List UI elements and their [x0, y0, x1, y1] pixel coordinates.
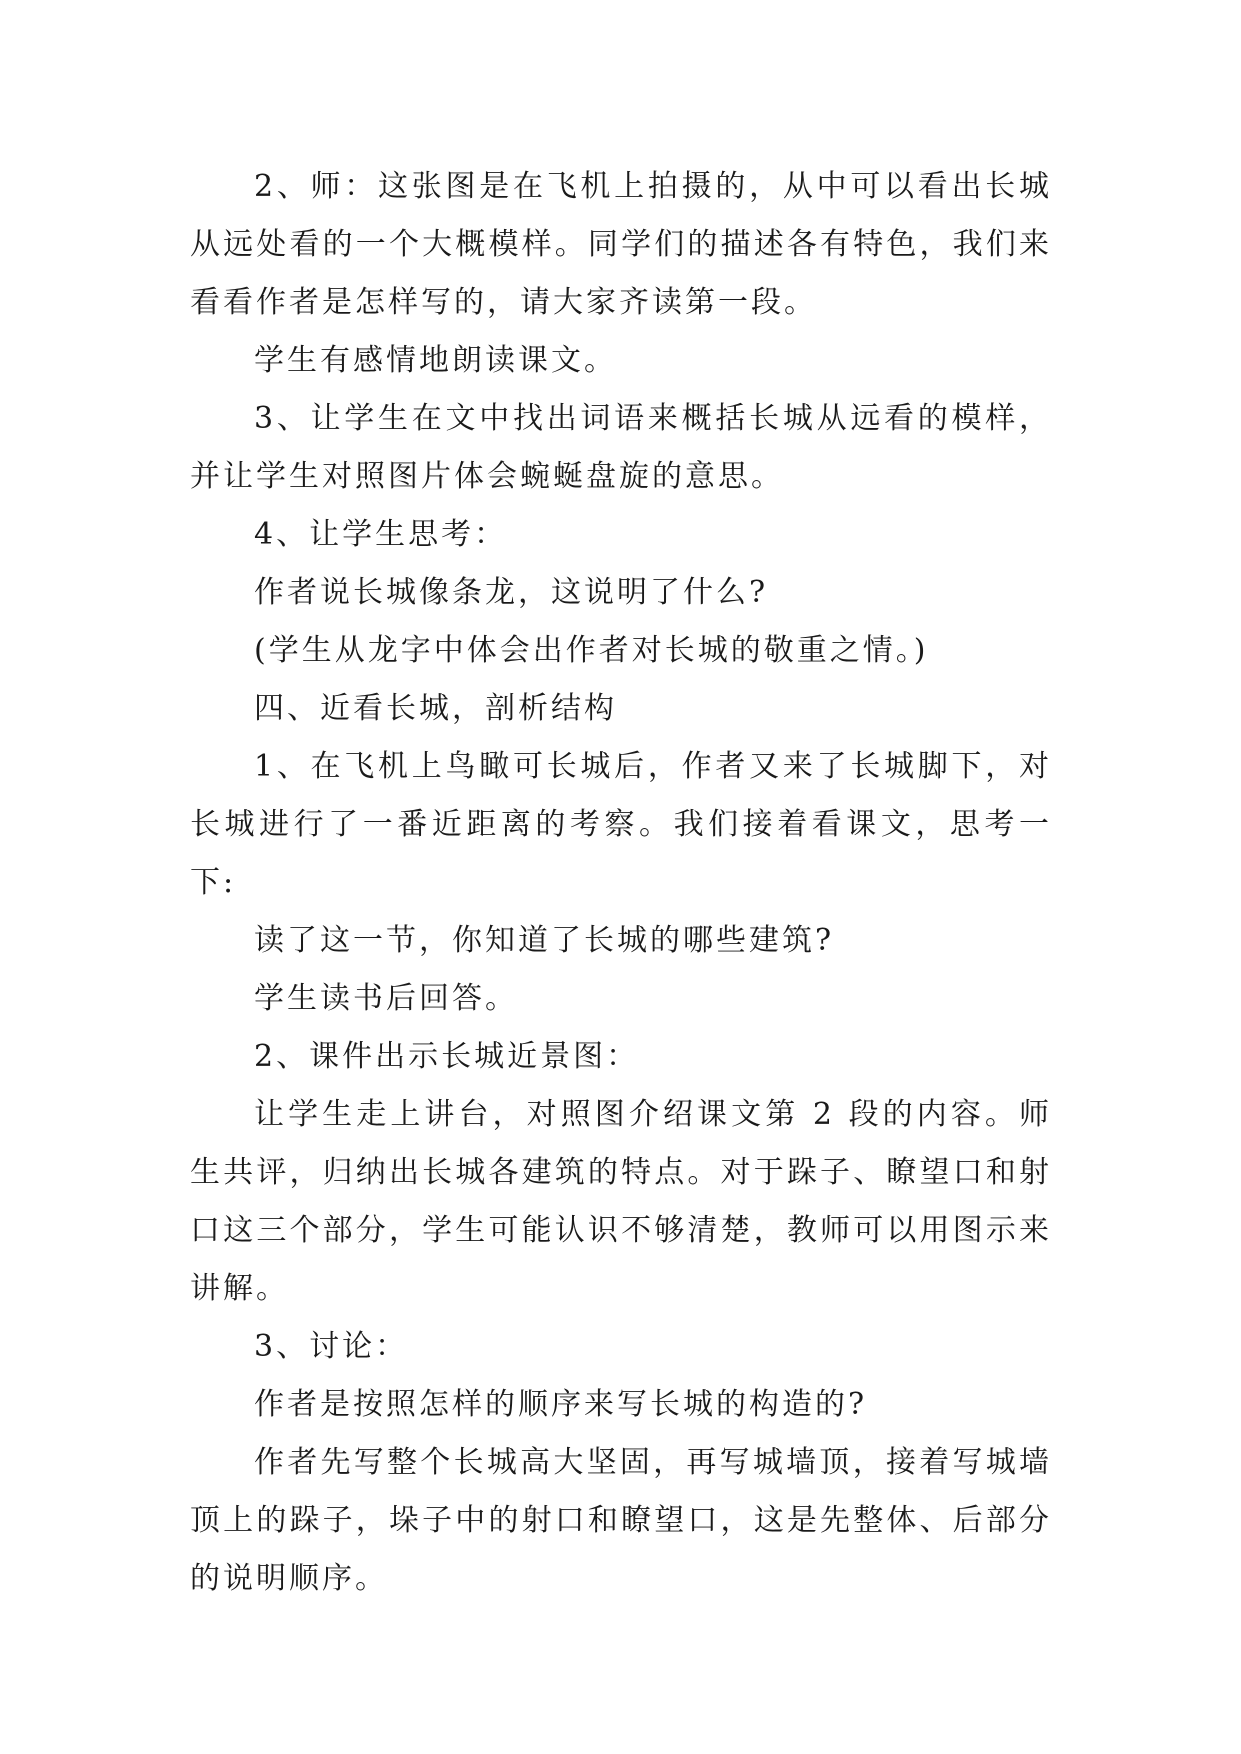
paragraph: 学生读书后回答。 [254, 981, 518, 1016]
paragraph: (学生从龙字中体会出作者对长城的敬重之情。) [254, 633, 929, 668]
paragraph: 3、让学生在文中找出词语来概括长城从远看的模样，并让学生对照图片体会蜿蜒盘旋的意思。 [190, 401, 1052, 494]
paragraph: 学生有感情地朗读课文。 [254, 343, 617, 378]
paragraph: 作者先写整个长城高大坚固，再写城墙顶，接着写城墙顶上的跺子，垛子中的射口和瞭望口，这是先整体、后部分的说明顺序。 [190, 1445, 1052, 1596]
paragraph: 读了这一节，你知道了长城的哪些建筑? [254, 923, 835, 958]
paragraph: 让学生走上讲台，对照图介绍课文第 2 段的内容。师生共评，归纳出长城各建筑的特点。对于跺子、瞭望口和射口这三个部分，学生可能认识不够清楚，教师可以用图示来讲解。 [190, 1097, 1052, 1306]
paragraph: 4、让学生思考： [254, 517, 508, 552]
paragraph: 3、讨论： [254, 1329, 409, 1364]
paragraph: 1、在飞机上鸟瞰可长城后，作者又来了长城脚下，对长城进行了一番近距离的考察。我们接着看课文，思考一下: [190, 749, 1052, 900]
section-heading: 四、近看长城，剖析结构 [254, 691, 617, 726]
paragraph: 2、课件出示长城近景图： [254, 1039, 640, 1074]
paragraph: 2、师：这张图是在飞机上拍摄的，从中可以看出长城从远处看的一个大概模样。同学们的描述各有特色，我们来看看作者是怎样写的，请大家齐读第一段。 [190, 169, 1052, 320]
paragraph: 作者说长城像条龙，这说明了什么? [254, 575, 769, 610]
document-body [190, 158, 1052, 1608]
paragraph: 作者是按照怎样的顺序来写长城的构造的? [254, 1387, 868, 1422]
